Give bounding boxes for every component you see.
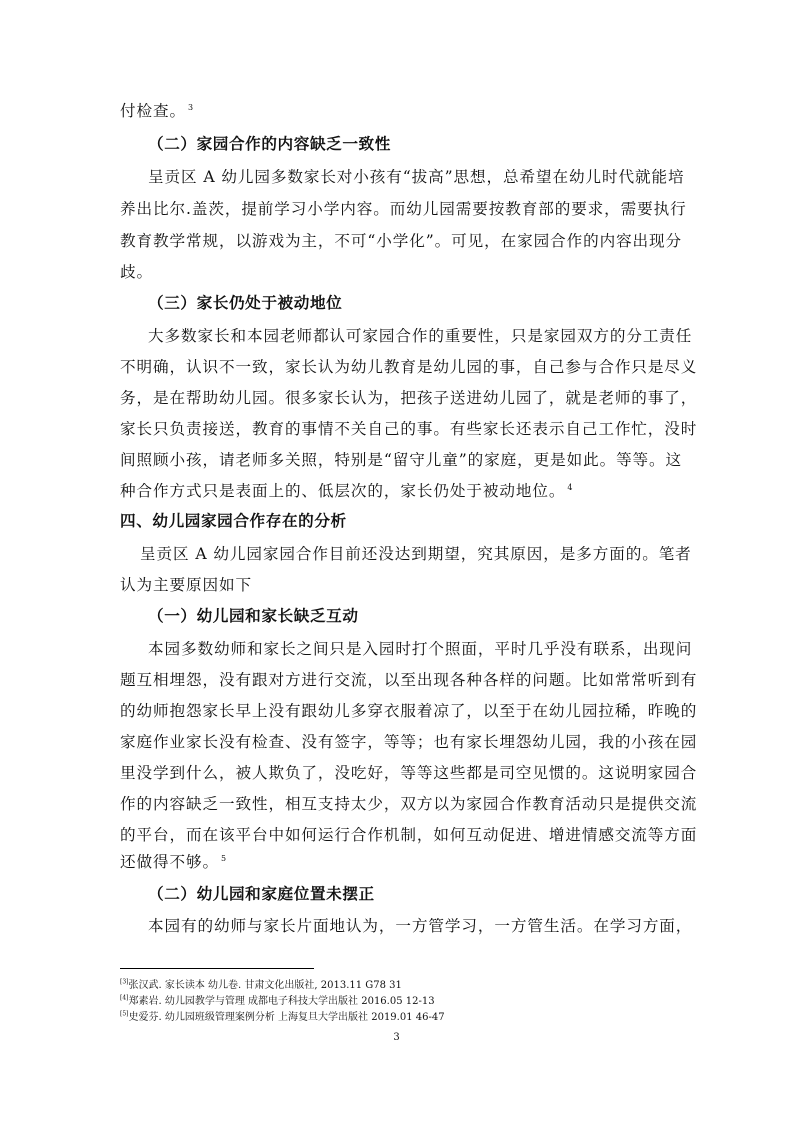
body-text-line: 题互相埋怨，没有跟对方进行交流，以至出现各种各样的问题。比如常常听到有 (120, 671, 698, 689)
footnote-separator (120, 968, 314, 969)
body-text-line: 教育教学常规，以游戏为主，不可“小学化”。可见，在家园合作的内容出现分 (120, 232, 683, 250)
section-heading: （一）幼儿园和家长缺乏互动 (148, 607, 359, 625)
section-heading: （三）家长仍处于被动地位 (148, 294, 343, 312)
footnote (120, 979, 402, 992)
body-text-line: 里没学到什么，被人欺负了，没吃好，等等这些都是司空见惯的。这说明家园合 (120, 764, 698, 782)
page-number: 3 (393, 1032, 400, 1043)
section-heading: （二）家园合作的内容缺乏一致性 (148, 135, 391, 153)
footnote-text: 张汉武. 家长读本 幼儿卷. 甘肃文化出版社, 2013.11 G78 31 (128, 980, 402, 991)
footnote-mark: [3] (120, 978, 129, 986)
body-text-line: 大多数家长和本园老师都认可家园合作的重要性，只是家园双方的分工责任 (148, 327, 693, 345)
footnote-ref: 3 (187, 102, 194, 112)
footnote-text: 史爱芬. 幼儿园班级管理案例分析 上海复旦大学出版社 2019.01 46-47 (128, 1012, 445, 1023)
body-text-line: 家长只负责接送，教育的事情不关自己的事。有些家长还表示自己工作忙，没时 (120, 420, 698, 438)
body-text-line: 不明确，认识不一致，家长认为幼儿教育是幼儿园的事，自己参与合作只是尽义 (120, 358, 698, 376)
body-text-line: 呈贡区 A 幼儿园家园合作目前还没达到期望，究其原因，是多方面的。笔者 (140, 545, 692, 563)
body-text-line: 本园有的幼师与家长片面地认为，一方管学习，一方管生活。在学习方面， (148, 917, 693, 935)
footnote-mark: [4] (120, 994, 129, 1002)
body-text-line: 本园多数幼师和家长之间只是入园时打个照面，平时几乎没有联系，出现问 (148, 640, 693, 658)
body-text-line: 还做得不够。 $^5$ (120, 853, 227, 871)
body-text-line: 务，是在帮助幼儿园。很多家长认为，把孩子送进幼儿园了，就是老师的事了， (120, 389, 698, 407)
footnote-mark: [5] (120, 1010, 129, 1018)
body-text-line: 的幼师抱怨家长早上没有跟幼儿多穿衣服着凉了，以至于在幼儿园拉稀，昨晚的 (120, 702, 698, 720)
footnote-ref: 4 (567, 482, 573, 492)
body-text-line: 养出比尔.盖茨，提前学习小学内容。而幼儿园需要按教育部的要求，需要执行 (120, 200, 687, 218)
body-text-line: 的平台，而在该平台中如何运行合作机制，如何互动促进、增进情感交流等方面 (120, 826, 698, 844)
body-text-line: 作的内容缺乏一致性，相互支持太少，双方以为家园合作教育活动只是提供交流 (120, 795, 698, 813)
body-text-line: 认为主要原因如下 (120, 576, 252, 594)
footnote-ref: 5 (220, 853, 227, 863)
body-text-line: 间照顾小孩，请老师多关照，特别是“留守儿童”的家庭，更是如此。等等。这 (120, 451, 683, 469)
body-text-line: 付检查。 $^3$ (120, 102, 194, 120)
footnote (120, 1011, 445, 1024)
section-heading: （二）幼儿园和家庭位置未摆正 (148, 885, 375, 903)
footnote (120, 995, 435, 1008)
body-text-line: 家庭作业家长没有检查、没有签字，等等；也有家长埋怨幼儿园，我的小孩在园 (120, 733, 698, 751)
chapter-heading: 四、幼儿园家园合作存在的分析 (120, 512, 347, 530)
body-text-line: 歧。 (120, 263, 153, 281)
body-text-line: 呈贡区 A 幼儿园多数家长对小孩有“拔高”思想，总希望在幼儿时代就能培 (148, 168, 685, 186)
body-text-line: 种合作方式只是表面上的、低层次的，家长仍处于被动地位。 $^4$ (120, 482, 573, 500)
footnote-text: 郑素岩. 幼儿园教学与管理 成都电子科技大学出版社 2016.05 12-13 (128, 996, 435, 1007)
